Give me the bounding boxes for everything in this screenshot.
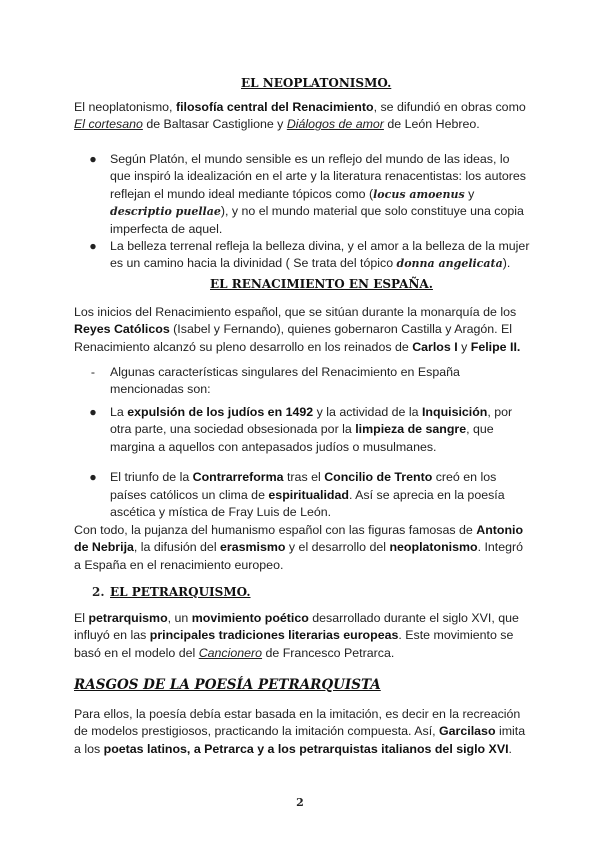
list-item: - Algunas características singulares del Renacimiento en España mencionadas son: [74, 364, 532, 399]
neoplatonismo-intro: El neoplatonismo, filosofía central del Renacimiento, se difundió en obras como El cortesano de Baltasar Castiglione y Diálogos de amor de León Hebreo. [74, 100, 526, 132]
bullet-icon: ● [89, 152, 97, 166]
bullet-icon: ● [89, 470, 97, 485]
page-number: 2 [296, 796, 304, 809]
list-item: ● El triunfo de la Contrarreforma tras el Concilio de Trento creó en los países católicos un clima de espiritualidad. Así se aprecia en la poesía ascética y mística de Fray Luis de León. [89, 470, 505, 520]
heading-petrarquismo: EL PETRARQUISMO. [110, 585, 251, 599]
list-item: ● La belleza terrenal refleja la belleza divina, y el amor a la belleza de la mujer es un camino hacia la divinidad ( Se trata del tópico donna angelicata). [89, 239, 530, 271]
renacimiento-dash-list [74, 364, 532, 399]
bullet-icon: ● [89, 405, 97, 419]
renacimiento-bullets [74, 404, 532, 521]
heading-neoplatonismo: EL NEOPLATONISMO. [241, 76, 392, 90]
heading-rasgos: RASGOS DE LA POESÍA PETRARQUISTA [74, 677, 381, 693]
bullet-icon: ● [89, 239, 97, 254]
list-item: ● La expulsión de los judíos en 1492 y la actividad de la Inquisición, por otra parte, una sociedad obsesionada por la limpieza de sangre, que margina a aquellos con antepasados judíos o musulmanes. [89, 405, 513, 454]
rasgos-paragraph: Para ellos, la poesía debía estar basada en la imitación, es decir en la recreación de modelos prestigiosos, practicando la imitación compuesta. Así, Garcilaso imita a los poetas latinos, a Petrarca y a los petrarquistas italianos del siglo XVI. [74, 707, 526, 756]
petrarquismo-paragraph: El petrarquismo, un movimiento poético desarrollado durante el siglo XVI, que influyó en las principales tradiciones literarias europeas. Este movimiento se basó en el modelo del Cancionero de Francesco Petrarca. [74, 611, 519, 660]
heading-renacimiento: EL RENACIMIENTO EN ESPAÑA. [210, 277, 433, 291]
renacimiento-intro: Los inicios del Renacimiento español, que se sitúan durante la monarquía de los Reyes Católicos (Isabel y Fernando), quienes gobernaron Castilla y Aragón. El Renacimiento alcanzó su pleno desarrollo en los reinados de Carlos I y Felipe II. [74, 305, 521, 354]
list-item: ● Según Platón, el mundo sensible es un reflejo del mundo de las ideas, lo que inspiró la idealización en el arte y la literatura renacentistas: los autores reflejan el mundo ideal mediante tópicos como (locus amoenus y descriptio puellae), y no el mundo material que solo constituye una copia imperfecta de aquel. [89, 152, 527, 236]
neoplatonismo-bullets [74, 151, 532, 273]
section-number: 2. [92, 585, 105, 599]
renacimiento-conclusion: Con todo, la pujanza del humanismo español con las figuras famosas de Antonio de Nebrija, la difusión del erasmismo y el desarrollo del neoplatonismo. Integró a España en el renacimiento europeo. [74, 523, 524, 572]
dash-marker: - [90, 365, 96, 379]
